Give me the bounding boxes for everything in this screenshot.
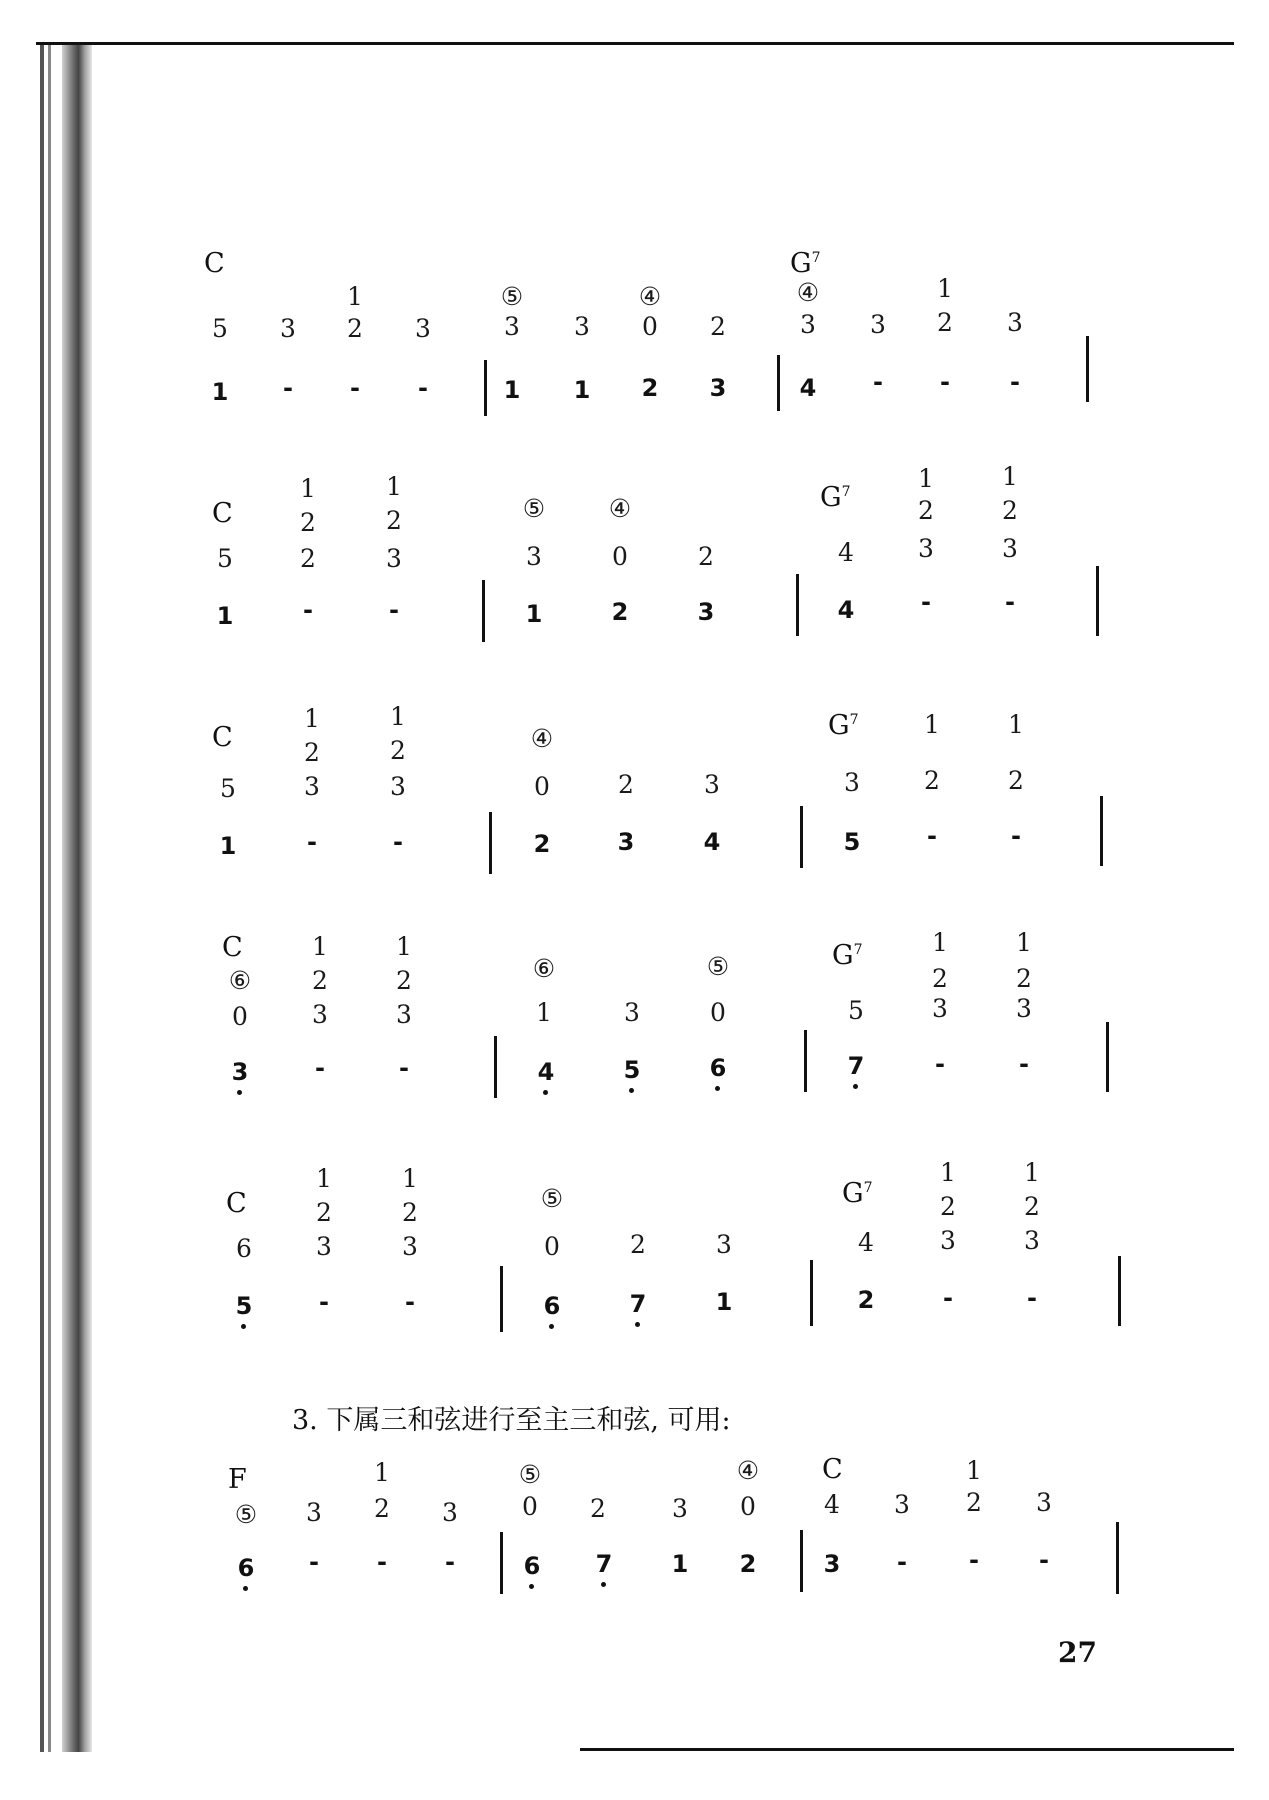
barline [500, 1532, 503, 1594]
note: 3 [386, 544, 402, 573]
note: 3 [672, 1494, 688, 1523]
melody-note: 3 [220, 1060, 260, 1084]
melody-note: 1 [503, 376, 521, 404]
note: 2 [390, 736, 406, 765]
note: 3 [504, 312, 520, 341]
low-octave-dot [237, 1090, 242, 1095]
low-octave-dot [529, 1584, 534, 1589]
note: 3 [312, 1000, 328, 1029]
melody-note: 1 [525, 600, 543, 628]
note: 3 [1036, 1488, 1052, 1517]
note: 2 [347, 314, 363, 343]
note: 1 [1024, 1158, 1040, 1187]
note: 0 [710, 998, 726, 1027]
note: 1 [536, 998, 552, 1027]
barline [482, 580, 485, 642]
note: 3 [716, 1230, 732, 1259]
note: 2 [918, 496, 934, 525]
note: 3 [442, 1498, 458, 1527]
melody-note: - [1010, 368, 1020, 396]
note: 1 [937, 274, 953, 303]
string-mark: ⑤ [522, 494, 546, 523]
melody-note: - [943, 1284, 953, 1312]
book-spine-shadow [62, 42, 92, 1752]
note: 2 [1016, 964, 1032, 993]
low-octave-dot [241, 1324, 246, 1329]
melody-note: 5 [612, 1058, 652, 1082]
note: 1 [1008, 710, 1024, 739]
barline [1106, 1022, 1109, 1092]
section-heading: 3. 下属三和弦进行至主三和弦, 可用: [292, 1405, 731, 1436]
note: 2 [924, 766, 940, 795]
note: 5 [848, 996, 864, 1025]
note: 3 [1024, 1226, 1040, 1255]
note: 1 [312, 932, 328, 961]
melody-note: - [307, 828, 317, 856]
page-number: 27 [1058, 1636, 1097, 1669]
note: 6 [236, 1234, 252, 1263]
string-mark: ⑤ [518, 1460, 542, 1489]
note: 3 [390, 772, 406, 801]
barline [1086, 336, 1089, 402]
note: 0 [522, 1492, 538, 1521]
chord-symbol: C [212, 722, 233, 753]
barline [800, 1530, 803, 1592]
barline [796, 574, 799, 636]
melody-note: - [393, 828, 403, 856]
string-mark: ⑤ [234, 1500, 258, 1529]
barline [810, 1260, 813, 1326]
string-mark: ⑤ [706, 952, 730, 981]
note: 3 [396, 1000, 412, 1029]
note: 1 [940, 1158, 956, 1187]
note: 1 [966, 1456, 982, 1485]
note: 3 [704, 770, 720, 799]
note: 1 [300, 474, 316, 503]
melody-note: - [1019, 1050, 1029, 1078]
low-octave-dot [635, 1322, 640, 1327]
note: 3 [894, 1490, 910, 1519]
note: 1 [1016, 928, 1032, 957]
chord-symbol: F [228, 1464, 247, 1495]
note: 0 [612, 542, 628, 571]
melody-note: - [309, 1548, 319, 1576]
note: 2 [590, 1494, 606, 1523]
barline [484, 360, 487, 416]
melody-note: 1 [211, 378, 229, 406]
melody-note: 6 [512, 1554, 552, 1578]
note: 3 [280, 314, 296, 343]
melody-note: 1 [573, 376, 591, 404]
note: 2 [966, 1488, 982, 1517]
barline [1116, 1522, 1119, 1594]
note: 1 [374, 1458, 390, 1487]
note: 2 [300, 508, 316, 537]
low-octave-dot [549, 1324, 554, 1329]
note: 0 [544, 1232, 560, 1261]
melody-note: - [445, 1548, 455, 1576]
barline [1100, 796, 1103, 866]
top-rule [36, 42, 1234, 45]
low-octave-dot [853, 1084, 858, 1089]
barline [1118, 1256, 1121, 1326]
melody-note: 4 [703, 828, 721, 856]
melody-note: - [1039, 1546, 1049, 1574]
note: 2 [1024, 1192, 1040, 1221]
barline [777, 355, 780, 411]
melody-note: - [897, 1548, 907, 1576]
bottom-rule [580, 1748, 1234, 1751]
note: 3 [1007, 308, 1023, 337]
note: 0 [642, 312, 658, 341]
note: 1 [396, 932, 412, 961]
string-mark: ④ [530, 724, 554, 753]
note: 4 [824, 1490, 840, 1519]
note: 2 [1008, 766, 1024, 795]
note: 2 [630, 1230, 646, 1259]
melody-note: - [405, 1288, 415, 1316]
note: 3 [402, 1232, 418, 1261]
note: 5 [212, 314, 228, 343]
barline [804, 1030, 807, 1092]
melody-note: 7 [618, 1292, 658, 1316]
barline [494, 1036, 497, 1098]
note: 2 [937, 308, 953, 337]
low-octave-dot [601, 1582, 606, 1587]
note: 3 [844, 768, 860, 797]
note: 5 [217, 544, 233, 573]
note: 2 [386, 506, 402, 535]
note: 5 [220, 774, 236, 803]
melody-note: - [418, 374, 428, 402]
melody-note: 5 [224, 1294, 264, 1318]
chord-symbol: $G^7$ [820, 482, 851, 513]
low-octave-dot [629, 1088, 634, 1093]
note: 2 [300, 544, 316, 573]
melody-note: - [377, 1548, 387, 1576]
low-octave-dot [715, 1086, 720, 1091]
melody-note: 2 [611, 598, 629, 626]
note: 3 [306, 1498, 322, 1527]
note: 2 [932, 964, 948, 993]
note: 2 [396, 966, 412, 995]
string-mark: ⑥ [228, 966, 252, 995]
chord-symbol: $G^7$ [790, 248, 821, 279]
melody-note: - [399, 1054, 409, 1082]
melody-note: 7 [836, 1054, 876, 1078]
note: 3 [940, 1226, 956, 1255]
note: 3 [415, 314, 431, 343]
note: 0 [740, 1492, 756, 1521]
string-mark: ⑤ [540, 1184, 564, 1213]
page-edge [40, 42, 44, 1752]
note: 1 [918, 464, 934, 493]
note: 1 [347, 282, 363, 311]
string-mark: ④ [608, 494, 632, 523]
note: 2 [304, 738, 320, 767]
note: 3 [918, 534, 934, 563]
barline [500, 1266, 503, 1332]
note: 2 [312, 966, 328, 995]
melody-note: - [940, 368, 950, 396]
string-mark: ⑥ [532, 954, 556, 983]
barline [489, 812, 492, 874]
melody-note: - [283, 374, 293, 402]
barline [800, 806, 803, 868]
string-mark: ④ [638, 282, 662, 311]
note: 0 [232, 1002, 248, 1031]
melody-note: 6 [532, 1294, 572, 1318]
chord-symbol: C [822, 1454, 843, 1485]
chord-symbol: C [226, 1188, 247, 1219]
melody-note: - [1027, 1284, 1037, 1312]
melody-note: 1 [715, 1288, 733, 1316]
chord-symbol: C [204, 248, 225, 279]
note: 1 [932, 928, 948, 957]
melody-note: - [1011, 822, 1021, 850]
melody-note: 6 [698, 1056, 738, 1080]
melody-note: 2 [533, 830, 551, 858]
string-mark: ④ [736, 1456, 760, 1485]
melody-note: 1 [219, 832, 237, 860]
melody-note: 5 [843, 828, 861, 856]
note: 1 [304, 704, 320, 733]
chord-symbol: $G^7$ [832, 940, 863, 971]
melody-note: - [969, 1546, 979, 1574]
melody-note: 2 [739, 1550, 757, 1578]
string-mark: ④ [796, 278, 820, 307]
melody-note: - [873, 368, 883, 396]
note: 3 [932, 994, 948, 1023]
note: 0 [534, 772, 550, 801]
low-octave-dot [243, 1586, 248, 1591]
melody-note: 1 [671, 1550, 689, 1578]
note: 1 [316, 1164, 332, 1193]
note: 2 [940, 1192, 956, 1221]
note: 3 [624, 998, 640, 1027]
note: 3 [870, 310, 886, 339]
note: 4 [858, 1228, 874, 1257]
melody-note: 4 [799, 374, 817, 402]
note: 1 [386, 472, 402, 501]
melody-note: - [935, 1050, 945, 1078]
melody-note: 2 [641, 374, 659, 402]
melody-note: 3 [709, 374, 727, 402]
note: 1 [1002, 462, 1018, 491]
melody-note: 1 [216, 602, 234, 630]
note: 2 [1002, 496, 1018, 525]
melody-note: 3 [697, 598, 715, 626]
low-octave-dot [543, 1090, 548, 1095]
melody-note: - [303, 596, 313, 624]
note: 2 [698, 542, 714, 571]
melody-note: - [389, 596, 399, 624]
melody-note: - [1005, 588, 1015, 616]
note: 2 [316, 1198, 332, 1227]
melody-note: - [350, 374, 360, 402]
note: 2 [710, 312, 726, 341]
note: 3 [1016, 994, 1032, 1023]
melody-note: 4 [837, 596, 855, 624]
note: 2 [402, 1198, 418, 1227]
note: 3 [1002, 534, 1018, 563]
note: 3 [526, 542, 542, 571]
note: 3 [800, 310, 816, 339]
melody-note: - [927, 822, 937, 850]
melody-note: 6 [226, 1556, 266, 1580]
note: 2 [374, 1494, 390, 1523]
melody-note: 2 [857, 1286, 875, 1314]
note: 3 [574, 312, 590, 341]
note: 3 [316, 1232, 332, 1261]
melody-note: 4 [526, 1060, 566, 1084]
chord-symbol: C [212, 498, 233, 529]
chord-symbol: $G^7$ [842, 1178, 873, 1209]
note: 2 [618, 770, 634, 799]
note: 4 [838, 538, 854, 567]
note: 1 [402, 1164, 418, 1193]
note: 3 [304, 772, 320, 801]
melody-note: 7 [584, 1552, 624, 1576]
melody-note: - [319, 1288, 329, 1316]
barline [1096, 566, 1099, 636]
note: 1 [390, 702, 406, 731]
chord-symbol: C [222, 932, 243, 963]
chord-symbol: $G^7$ [828, 710, 859, 741]
melody-note: - [315, 1054, 325, 1082]
page-edge-inner [48, 42, 51, 1752]
melody-note: 3 [617, 828, 635, 856]
note: 1 [924, 710, 940, 739]
melody-note: - [921, 588, 931, 616]
string-mark: ⑤ [500, 282, 524, 311]
melody-note: 3 [823, 1550, 841, 1578]
